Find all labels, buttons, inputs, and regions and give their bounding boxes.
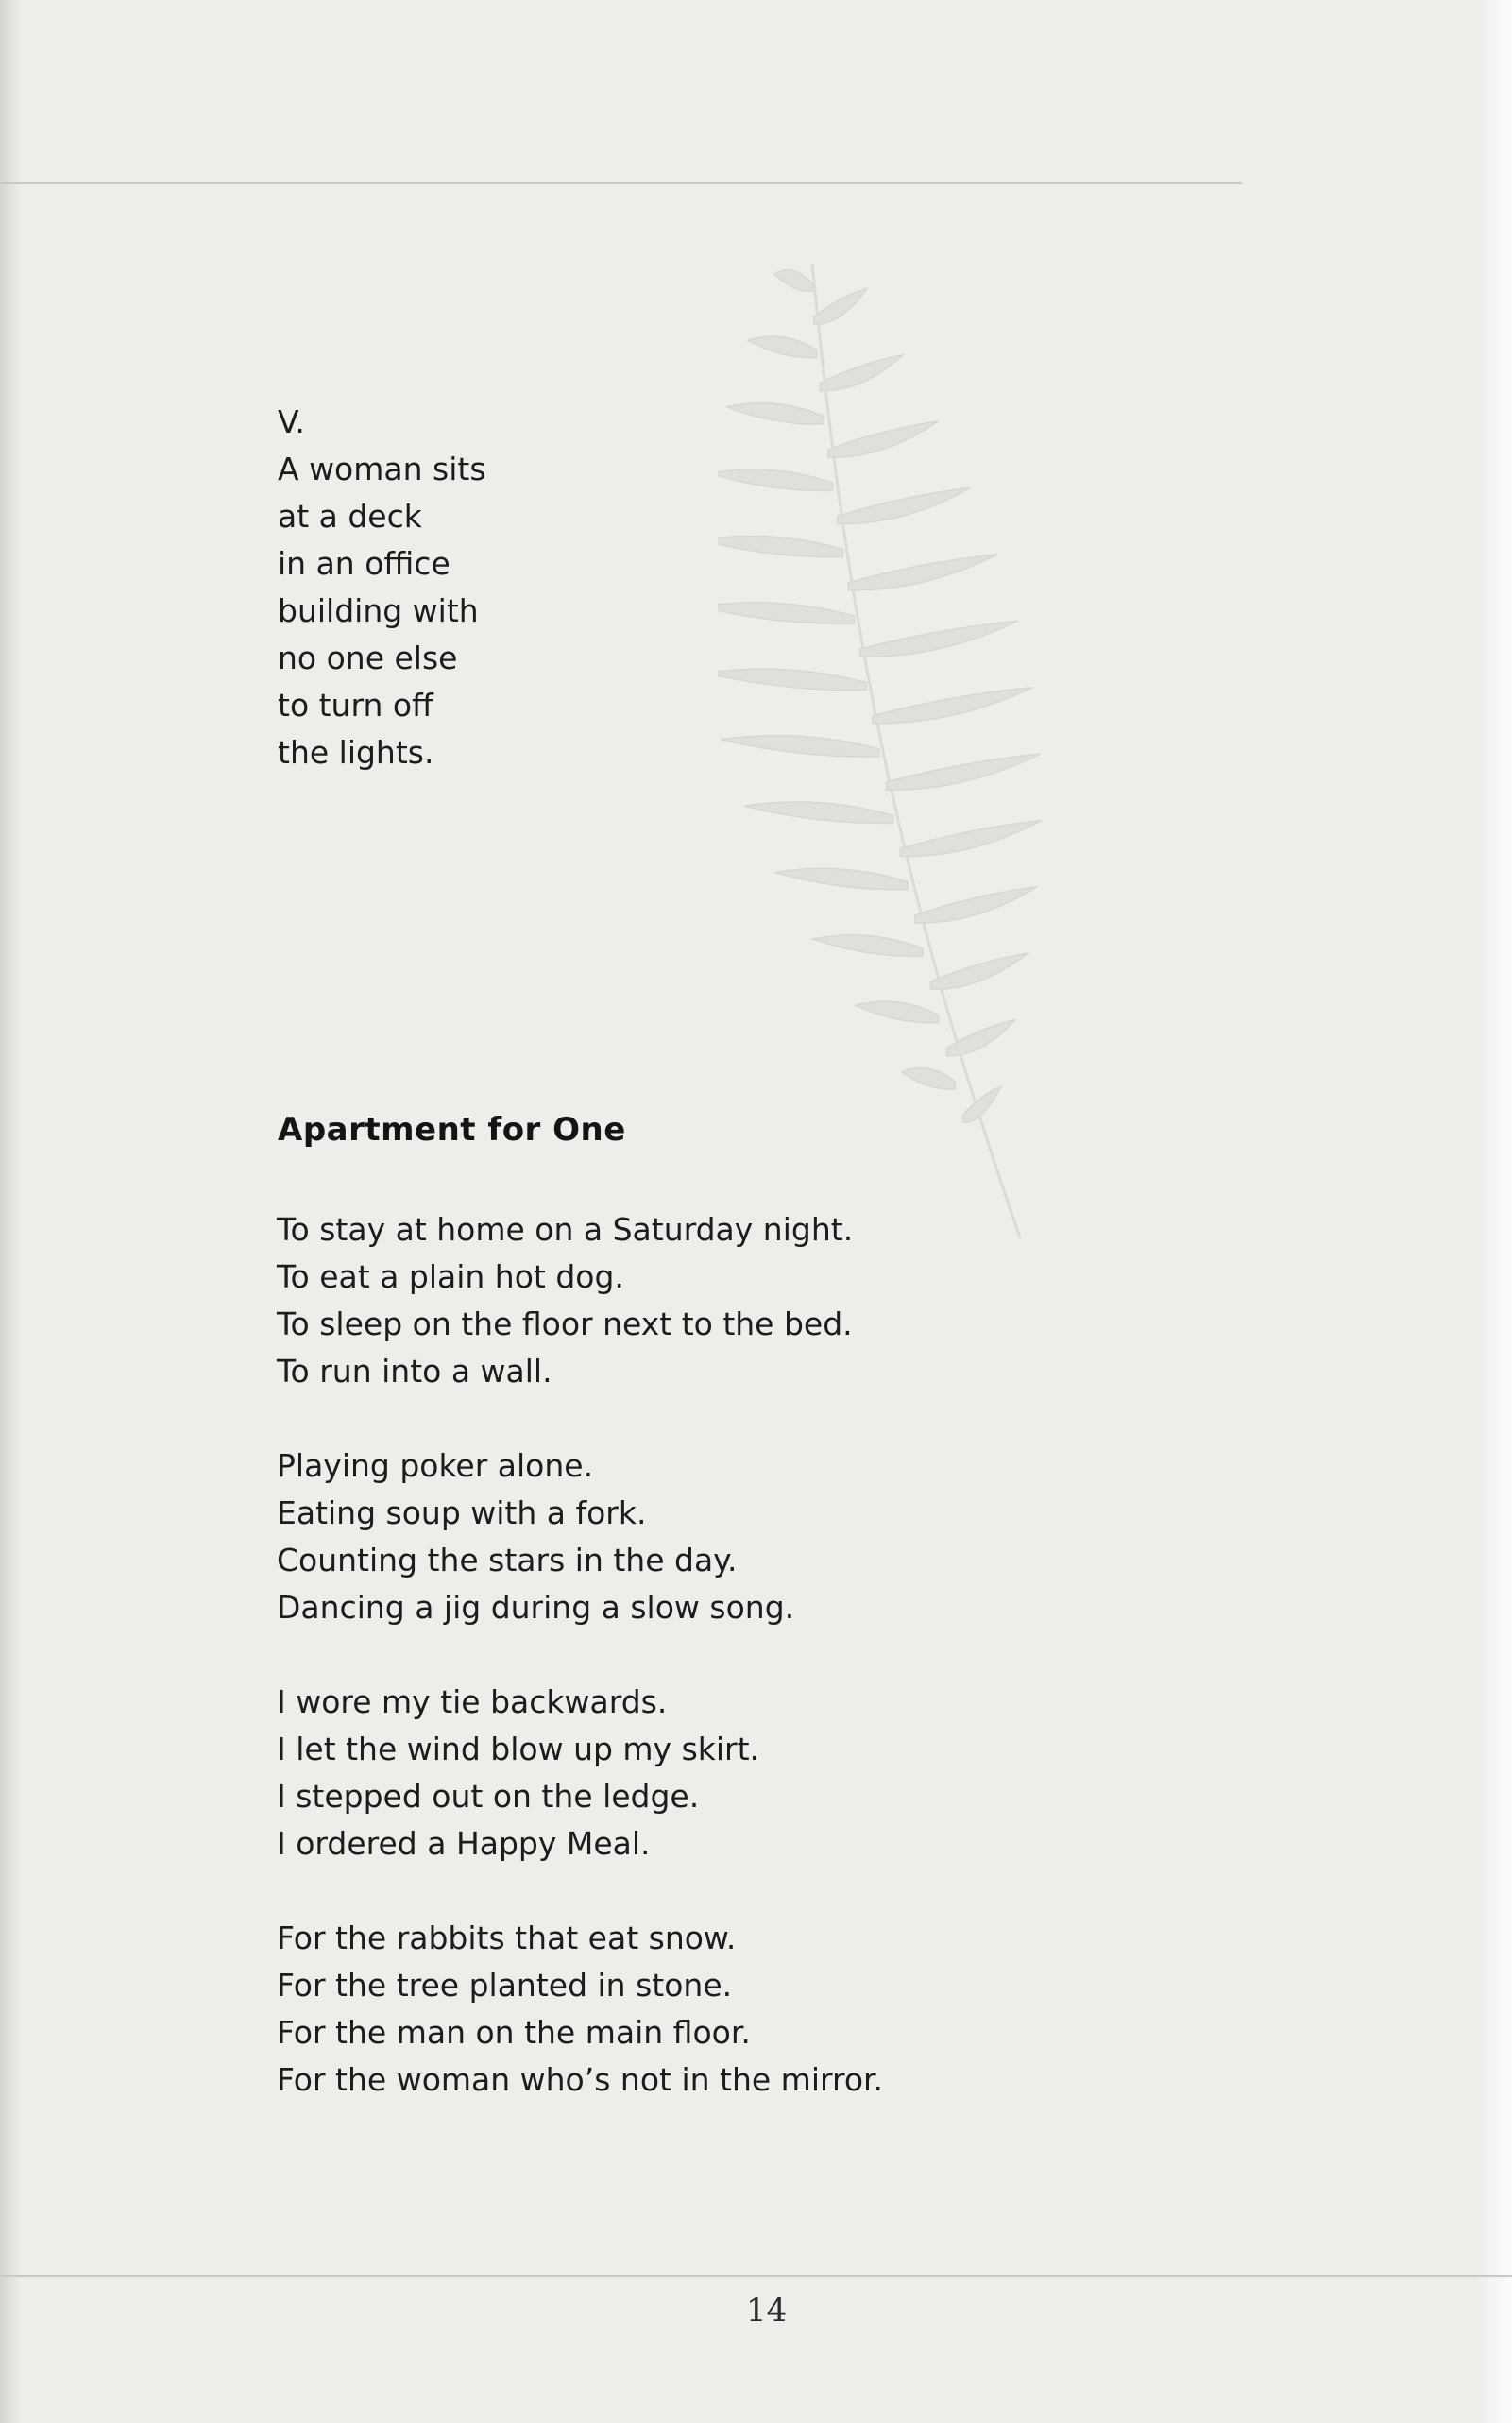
fern-frond <box>860 621 1019 657</box>
fern-frond <box>930 953 1028 989</box>
fern-frond <box>873 688 1033 724</box>
poem-line: I stepped out on the ledge. <box>277 1778 700 1815</box>
fern-frond <box>915 887 1037 923</box>
fern-frond <box>820 355 903 391</box>
fern-frond <box>813 935 923 956</box>
poem-line: I let the wind blow up my skirt. <box>277 1731 760 1767</box>
fern-frond <box>727 403 824 424</box>
fern-frond <box>838 487 970 523</box>
page-edge-highlight <box>1474 0 1512 2423</box>
fern-frond <box>828 421 938 457</box>
header-rule <box>0 182 1242 184</box>
poem-line: To sleep on the floor next to the bed. <box>277 1305 853 1342</box>
poem-line: building with <box>278 592 479 629</box>
poem-line: To stay at home on a Saturday night. <box>277 1211 854 1248</box>
fern-frond <box>744 802 893 823</box>
poem-title: Apartment for One <box>278 1111 626 1149</box>
poem-line: For the man on the main floor. <box>277 2014 751 2051</box>
page-gutter-shadow <box>0 0 21 2423</box>
fern-frond <box>718 669 866 690</box>
fern-frond <box>748 336 816 357</box>
fern-frond <box>774 270 812 291</box>
fern-frond <box>856 1001 939 1022</box>
fern-frond <box>775 868 908 889</box>
poem-line: Playing poker alone. <box>277 1447 594 1484</box>
stanza-break <box>277 1395 883 1442</box>
poem-line: I wore my tie backwards. <box>277 1683 668 1720</box>
poem-line: For the rabbits that eat snow. <box>277 1920 737 1956</box>
poem-apartment-for-one <box>277 1206 883 2104</box>
poem-line: To run into a wall. <box>277 1353 552 1390</box>
poem-line: To eat a plain hot dog. <box>277 1258 624 1295</box>
poem-line: at a deck <box>278 498 422 535</box>
poem-line: no one else <box>278 640 458 676</box>
stanza-break <box>277 1631 883 1679</box>
poem-line: in an office <box>278 545 450 582</box>
poem-line: For the tree planted in stone. <box>277 1967 733 2004</box>
fern-illustration <box>718 264 1096 1256</box>
stanza-break <box>277 1868 883 1915</box>
footer-rule <box>0 2275 1512 2277</box>
poem-line: I ordered a Happy Meal. <box>277 1825 651 1862</box>
fern-frond <box>814 288 867 324</box>
poem-line: Counting the stars in the day. <box>277 1542 738 1578</box>
poem-line: to turn off <box>278 687 433 724</box>
fern-frond <box>718 469 833 490</box>
fern-frond <box>963 1086 1001 1122</box>
poem-line: Dancing a jig during a slow song. <box>277 1589 795 1626</box>
poem-line: the lights. <box>278 734 434 771</box>
poem-line: V. <box>278 403 305 440</box>
fern-frond <box>721 736 879 757</box>
fern-frond <box>718 536 842 556</box>
fern-frond <box>900 820 1042 856</box>
poem-line: For the woman who’s not in the mirror. <box>277 2061 884 2098</box>
poem-line: Eating soup with a fork. <box>277 1494 647 1531</box>
poem-line: A woman sits <box>278 451 486 487</box>
poem-section-v <box>278 399 486 776</box>
fern-frond <box>718 603 854 623</box>
fern-frond <box>848 555 997 590</box>
page-number: 14 <box>746 2292 788 2329</box>
fern-frond <box>902 1068 955 1089</box>
fern-frond <box>886 754 1041 790</box>
